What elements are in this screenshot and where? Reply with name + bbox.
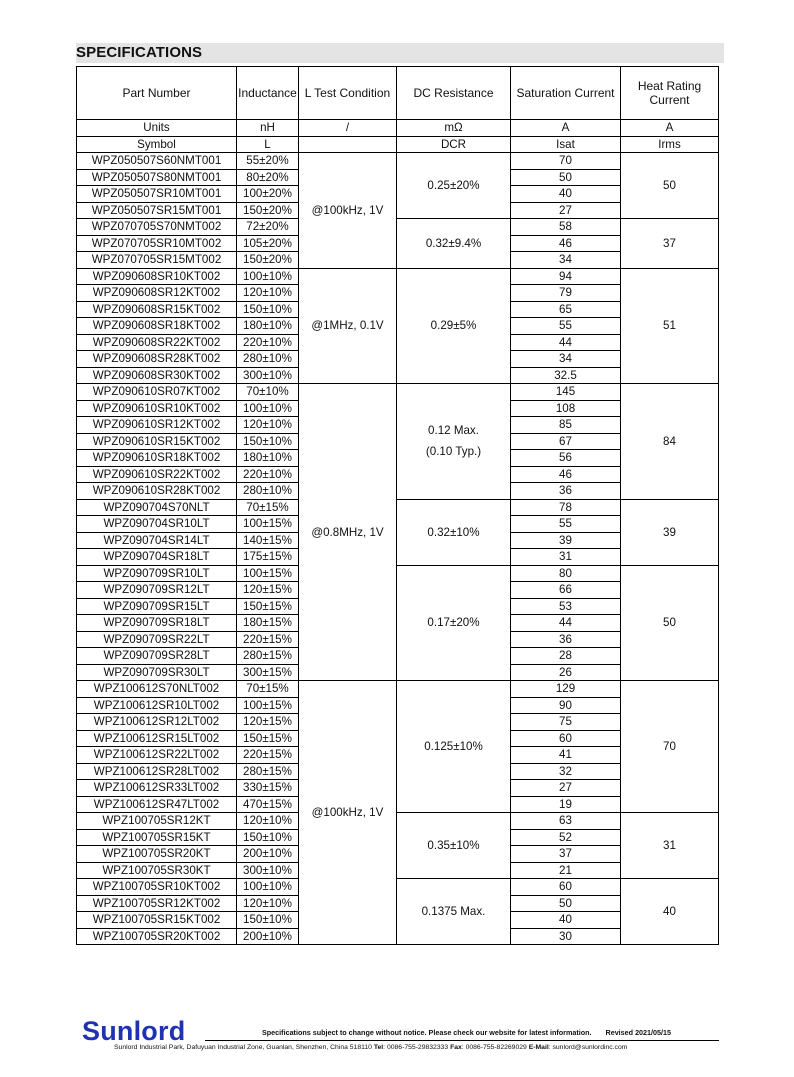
saturation-current-cell: 67	[511, 433, 621, 450]
part-number-cell: WPZ100612S70NLT002	[77, 681, 237, 698]
part-number-cell: WPZ090610SR07KT002	[77, 384, 237, 401]
inductance-cell: 120±10%	[237, 417, 299, 434]
units-test-condition: /	[299, 120, 397, 137]
symbol-dc-resistance: DCR	[397, 136, 511, 153]
part-number-cell: WPZ090608SR10KT002	[77, 268, 237, 285]
saturation-current-cell: 36	[511, 483, 621, 500]
inductance-cell: 105±20%	[237, 235, 299, 252]
dc-resistance-line: 0.12 Max.	[428, 424, 479, 438]
footer-address	[114, 1044, 627, 1051]
footer-notice-text: Specifications subject to change without notice. Please check our website for latest information.	[262, 1028, 592, 1037]
saturation-current-cell: 63	[511, 813, 621, 830]
saturation-current-cell: 44	[511, 334, 621, 351]
part-number-cell: WPZ070705SR15MT002	[77, 252, 237, 269]
saturation-current-cell: 60	[511, 730, 621, 747]
heat-rating-current-cell: 39	[621, 499, 719, 565]
saturation-current-cell: 70	[511, 153, 621, 170]
inductance-cell: 55±20%	[237, 153, 299, 170]
inductance-cell: 80±20%	[237, 169, 299, 186]
inductance-cell: 150±20%	[237, 202, 299, 219]
inductance-cell: 220±10%	[237, 334, 299, 351]
dc-resistance-line: (0.10 Typ.)	[425, 445, 482, 459]
dc-resistance-cell	[397, 813, 511, 879]
saturation-current-cell: 41	[511, 747, 621, 764]
dc-resistance-line: 0.1375 Max.	[421, 905, 486, 918]
saturation-current-cell: 66	[511, 582, 621, 599]
part-number-cell: WPZ100705SR12KT002	[77, 895, 237, 912]
inductance-cell: 280±15%	[237, 648, 299, 665]
footer-tel-label: Tel	[373, 1044, 384, 1051]
part-number-cell: WPZ100705SR12KT	[77, 813, 237, 830]
part-number-cell: WPZ100612SR22LT002	[77, 747, 237, 764]
saturation-current-cell: 85	[511, 417, 621, 434]
saturation-current-cell: 40	[511, 186, 621, 203]
dc-resistance-line: 0.29±5%	[430, 319, 477, 333]
table-row	[77, 219, 719, 236]
footer-divider	[205, 1040, 719, 1041]
saturation-current-cell: 39	[511, 532, 621, 549]
saturation-current-cell: 94	[511, 268, 621, 285]
part-number-cell: WPZ090610SR10KT002	[77, 400, 237, 417]
symbol-part-number: Symbol	[77, 136, 237, 153]
heat-rating-current-cell: 70	[621, 681, 719, 813]
inductance-cell: 100±20%	[237, 186, 299, 203]
table-row	[77, 813, 719, 830]
part-number-cell: WPZ090709SR30LT	[77, 664, 237, 681]
inductance-cell: 70±15%	[237, 499, 299, 516]
part-number-cell: WPZ090704SR14LT	[77, 532, 237, 549]
saturation-current-cell: 129	[511, 681, 621, 698]
inductance-cell: 180±10%	[237, 318, 299, 335]
table-row	[77, 681, 719, 698]
inductance-cell: 70±10%	[237, 384, 299, 401]
units-dc-resistance: mΩ	[397, 120, 511, 137]
part-number-cell: WPZ090608SR12KT002	[77, 285, 237, 302]
saturation-current-cell: 78	[511, 499, 621, 516]
part-number-cell: WPZ100705SR30KT	[77, 862, 237, 879]
part-number-cell: WPZ090709SR28LT	[77, 648, 237, 665]
part-number-cell: WPZ090709SR12LT	[77, 582, 237, 599]
table-row	[77, 499, 719, 516]
header-row	[77, 67, 719, 120]
part-number-cell: WPZ050507SR10MT001	[77, 186, 237, 203]
part-number-cell: WPZ090709SR22LT	[77, 631, 237, 648]
footer-notice	[262, 1028, 671, 1037]
part-number-cell: WPZ090608SR15KT002	[77, 301, 237, 318]
dc-resistance-cell	[397, 565, 511, 681]
inductance-cell: 72±20%	[237, 219, 299, 236]
part-number-cell: WPZ090608SR18KT002	[77, 318, 237, 335]
part-number-cell: WPZ090704SR18LT	[77, 549, 237, 566]
table-row	[77, 153, 719, 170]
part-number-cell: WPZ100705SR20KT002	[77, 928, 237, 945]
saturation-current-cell: 55	[511, 318, 621, 335]
footer-fax-label: Fax	[450, 1044, 462, 1051]
dc-resistance-cell	[397, 268, 511, 384]
saturation-current-cell: 44	[511, 615, 621, 632]
heat-rating-current-cell: 31	[621, 813, 719, 879]
inductance-cell: 330±15%	[237, 780, 299, 797]
inductance-cell: 150±15%	[237, 598, 299, 615]
saturation-current-cell: 28	[511, 648, 621, 665]
inductance-cell: 200±10%	[237, 846, 299, 863]
units-row	[77, 120, 719, 137]
heat-rating-current-cell: 84	[621, 384, 719, 500]
symbol-row	[77, 136, 719, 153]
saturation-current-cell: 46	[511, 466, 621, 483]
inductance-cell: 100±15%	[237, 565, 299, 582]
header-inductance: Inductance	[237, 67, 299, 120]
inductance-cell: 300±10%	[237, 862, 299, 879]
footer-revised: Revised 2021/05/15	[605, 1028, 672, 1037]
part-number-cell: WPZ090608SR30KT002	[77, 367, 237, 384]
header-saturation-current: Saturation Current	[511, 67, 621, 120]
saturation-current-cell: 30	[511, 928, 621, 945]
saturation-current-cell: 79	[511, 285, 621, 302]
saturation-current-cell: 46	[511, 235, 621, 252]
part-number-cell: WPZ090709SR15LT	[77, 598, 237, 615]
inductance-cell: 150±15%	[237, 730, 299, 747]
heat-rating-current-cell: 50	[621, 565, 719, 681]
inductance-cell: 150±20%	[237, 252, 299, 269]
specifications-table-body	[77, 67, 719, 945]
test-condition-cell: @0.8MHz, 1V	[299, 384, 397, 681]
dc-resistance-cell	[397, 879, 511, 945]
inductance-cell: 175±15%	[237, 549, 299, 566]
inductance-cell: 100±15%	[237, 516, 299, 533]
inductance-cell: 220±15%	[237, 747, 299, 764]
part-number-cell: WPZ100612SR28LT002	[77, 763, 237, 780]
part-number-cell: WPZ100612SR33LT002	[77, 780, 237, 797]
saturation-current-cell: 31	[511, 549, 621, 566]
inductance-cell: 180±10%	[237, 450, 299, 467]
sunlord-logo: Sunlord	[82, 1016, 186, 1046]
inductance-cell: 280±10%	[237, 483, 299, 500]
inductance-cell: 150±10%	[237, 433, 299, 450]
part-number-cell: WPZ100705SR15KT002	[77, 912, 237, 929]
part-number-cell: WPZ100705SR15KT	[77, 829, 237, 846]
saturation-current-cell: 19	[511, 796, 621, 813]
heat-rating-current-cell: 37	[621, 219, 719, 269]
saturation-current-cell: 32.5	[511, 367, 621, 384]
inductance-cell: 300±10%	[237, 367, 299, 384]
saturation-current-cell: 36	[511, 631, 621, 648]
part-number-cell: WPZ100612SR12LT002	[77, 714, 237, 731]
dc-resistance-cell	[397, 153, 511, 219]
symbol-inductance: L	[237, 136, 299, 153]
test-condition-cell: @100kHz, 1V	[299, 681, 397, 945]
part-number-cell: WPZ070705S70NMT002	[77, 219, 237, 236]
dc-resistance-cell	[397, 499, 511, 565]
part-number-cell: WPZ070705SR10MT002	[77, 235, 237, 252]
inductance-cell: 120±15%	[237, 582, 299, 599]
footer-fax: : 0086-755-82269029	[461, 1044, 527, 1051]
saturation-current-cell: 32	[511, 763, 621, 780]
heat-rating-current-cell: 51	[621, 268, 719, 384]
footer-email: : sunlord@sunlordinc.com	[548, 1044, 628, 1051]
part-number-cell: WPZ090704SR10LT	[77, 516, 237, 533]
inductance-cell: 70±15%	[237, 681, 299, 698]
inductance-cell: 100±15%	[237, 697, 299, 714]
saturation-current-cell: 65	[511, 301, 621, 318]
header-test-condition: L Test Condition	[299, 67, 397, 120]
inductance-cell: 120±10%	[237, 285, 299, 302]
symbol-heat-rating-current: Irms	[621, 136, 719, 153]
footer-tel: : 0086-755-29832333	[383, 1044, 449, 1051]
dc-resistance-line: 0.32±10%	[427, 525, 480, 539]
test-condition-cell: @100kHz, 1V	[299, 153, 397, 269]
units-heat-rating-current: A	[621, 120, 719, 137]
part-number-cell: WPZ100705SR20KT	[77, 846, 237, 863]
inductance-cell: 120±10%	[237, 895, 299, 912]
units-part-number: Units	[77, 120, 237, 137]
table-row	[77, 565, 719, 582]
part-number-cell: WPZ050507S80NMT001	[77, 169, 237, 186]
section-title-bar	[76, 43, 724, 63]
symbol-saturation-current: Isat	[511, 136, 621, 153]
dc-resistance-cell	[397, 219, 511, 269]
part-number-cell: WPZ090610SR15KT002	[77, 433, 237, 450]
saturation-current-cell: 80	[511, 565, 621, 582]
test-condition-cell: @1MHz, 0.1V	[299, 268, 397, 384]
saturation-current-cell: 56	[511, 450, 621, 467]
heat-rating-current-cell: 50	[621, 153, 719, 219]
part-number-cell: WPZ050507S60NMT001	[77, 153, 237, 170]
inductance-cell: 220±15%	[237, 631, 299, 648]
part-number-cell: WPZ100612SR47LT002	[77, 796, 237, 813]
saturation-current-cell: 37	[511, 846, 621, 863]
saturation-current-cell: 52	[511, 829, 621, 846]
part-number-cell: WPZ100612SR15LT002	[77, 730, 237, 747]
dc-resistance-line: 0.35±10%	[427, 839, 480, 852]
dc-resistance-line: 0.25±20%	[427, 179, 480, 192]
inductance-cell: 120±15%	[237, 714, 299, 731]
part-number-cell: WPZ090704S70NLT	[77, 499, 237, 516]
dc-resistance-line: 0.17±20%	[427, 616, 480, 630]
dc-resistance-cell	[397, 384, 511, 500]
saturation-current-cell: 21	[511, 862, 621, 879]
symbol-test-condition	[299, 136, 397, 153]
part-number-cell: WPZ090610SR18KT002	[77, 450, 237, 467]
saturation-current-cell: 90	[511, 697, 621, 714]
inductance-cell: 100±10%	[237, 879, 299, 896]
part-number-cell: WPZ090610SR28KT002	[77, 483, 237, 500]
saturation-current-cell: 50	[511, 169, 621, 186]
inductance-cell: 150±10%	[237, 912, 299, 929]
section-title: SPECIFICATIONS	[76, 44, 203, 61]
units-inductance: nH	[237, 120, 299, 137]
saturation-current-cell: 58	[511, 219, 621, 236]
saturation-current-cell: 26	[511, 664, 621, 681]
header-part-number: Part Number	[77, 67, 237, 120]
part-number-cell: WPZ100705SR10KT002	[77, 879, 237, 896]
dc-resistance-line: 0.125±10%	[424, 740, 483, 753]
inductance-cell: 140±15%	[237, 532, 299, 549]
footer-address-text: Sunlord Industrial Park, Dafuyuan Industrial Zone, Guanlan, Shenzhen, China 518110	[114, 1044, 372, 1051]
part-number-cell: WPZ090709SR10LT	[77, 565, 237, 582]
inductance-cell: 200±10%	[237, 928, 299, 945]
saturation-current-cell: 27	[511, 780, 621, 797]
inductance-cell: 180±15%	[237, 615, 299, 632]
dc-resistance-line: 0.32±9.4%	[425, 236, 482, 250]
part-number-cell: WPZ100612SR10LT002	[77, 697, 237, 714]
inductance-cell: 280±15%	[237, 763, 299, 780]
saturation-current-cell: 108	[511, 400, 621, 417]
inductance-cell: 280±10%	[237, 351, 299, 368]
inductance-cell: 100±10%	[237, 268, 299, 285]
inductance-cell: 470±15%	[237, 796, 299, 813]
inductance-cell: 150±10%	[237, 829, 299, 846]
inductance-cell: 100±10%	[237, 400, 299, 417]
units-saturation-current: A	[511, 120, 621, 137]
inductance-cell: 150±10%	[237, 301, 299, 318]
saturation-current-cell: 40	[511, 912, 621, 929]
header-dc-resistance: DC Resistance	[397, 67, 511, 120]
part-number-cell: WPZ090610SR22KT002	[77, 466, 237, 483]
heat-rating-current-cell: 40	[621, 879, 719, 945]
inductance-cell: 120±10%	[237, 813, 299, 830]
saturation-current-cell: 55	[511, 516, 621, 533]
saturation-current-cell: 34	[511, 351, 621, 368]
saturation-current-cell: 34	[511, 252, 621, 269]
part-number-cell: WPZ090610SR12KT002	[77, 417, 237, 434]
inductance-cell: 300±15%	[237, 664, 299, 681]
part-number-cell: WPZ090608SR28KT002	[77, 351, 237, 368]
saturation-current-cell: 75	[511, 714, 621, 731]
saturation-current-cell: 50	[511, 895, 621, 912]
dc-resistance-cell	[397, 681, 511, 813]
table-row	[77, 879, 719, 896]
part-number-cell: WPZ090608SR22KT002	[77, 334, 237, 351]
specifications-table	[76, 66, 719, 945]
saturation-current-cell: 60	[511, 879, 621, 896]
part-number-cell: WPZ090709SR18LT	[77, 615, 237, 632]
saturation-current-cell: 27	[511, 202, 621, 219]
table-row	[77, 384, 719, 401]
part-number-cell: WPZ050507SR15MT001	[77, 202, 237, 219]
saturation-current-cell: 145	[511, 384, 621, 401]
table-row	[77, 268, 719, 285]
footer-email-label: E-Mail	[528, 1044, 549, 1051]
saturation-current-cell: 53	[511, 598, 621, 615]
inductance-cell: 220±10%	[237, 466, 299, 483]
header-heat-rating-current: Heat Rating Current	[621, 67, 719, 120]
